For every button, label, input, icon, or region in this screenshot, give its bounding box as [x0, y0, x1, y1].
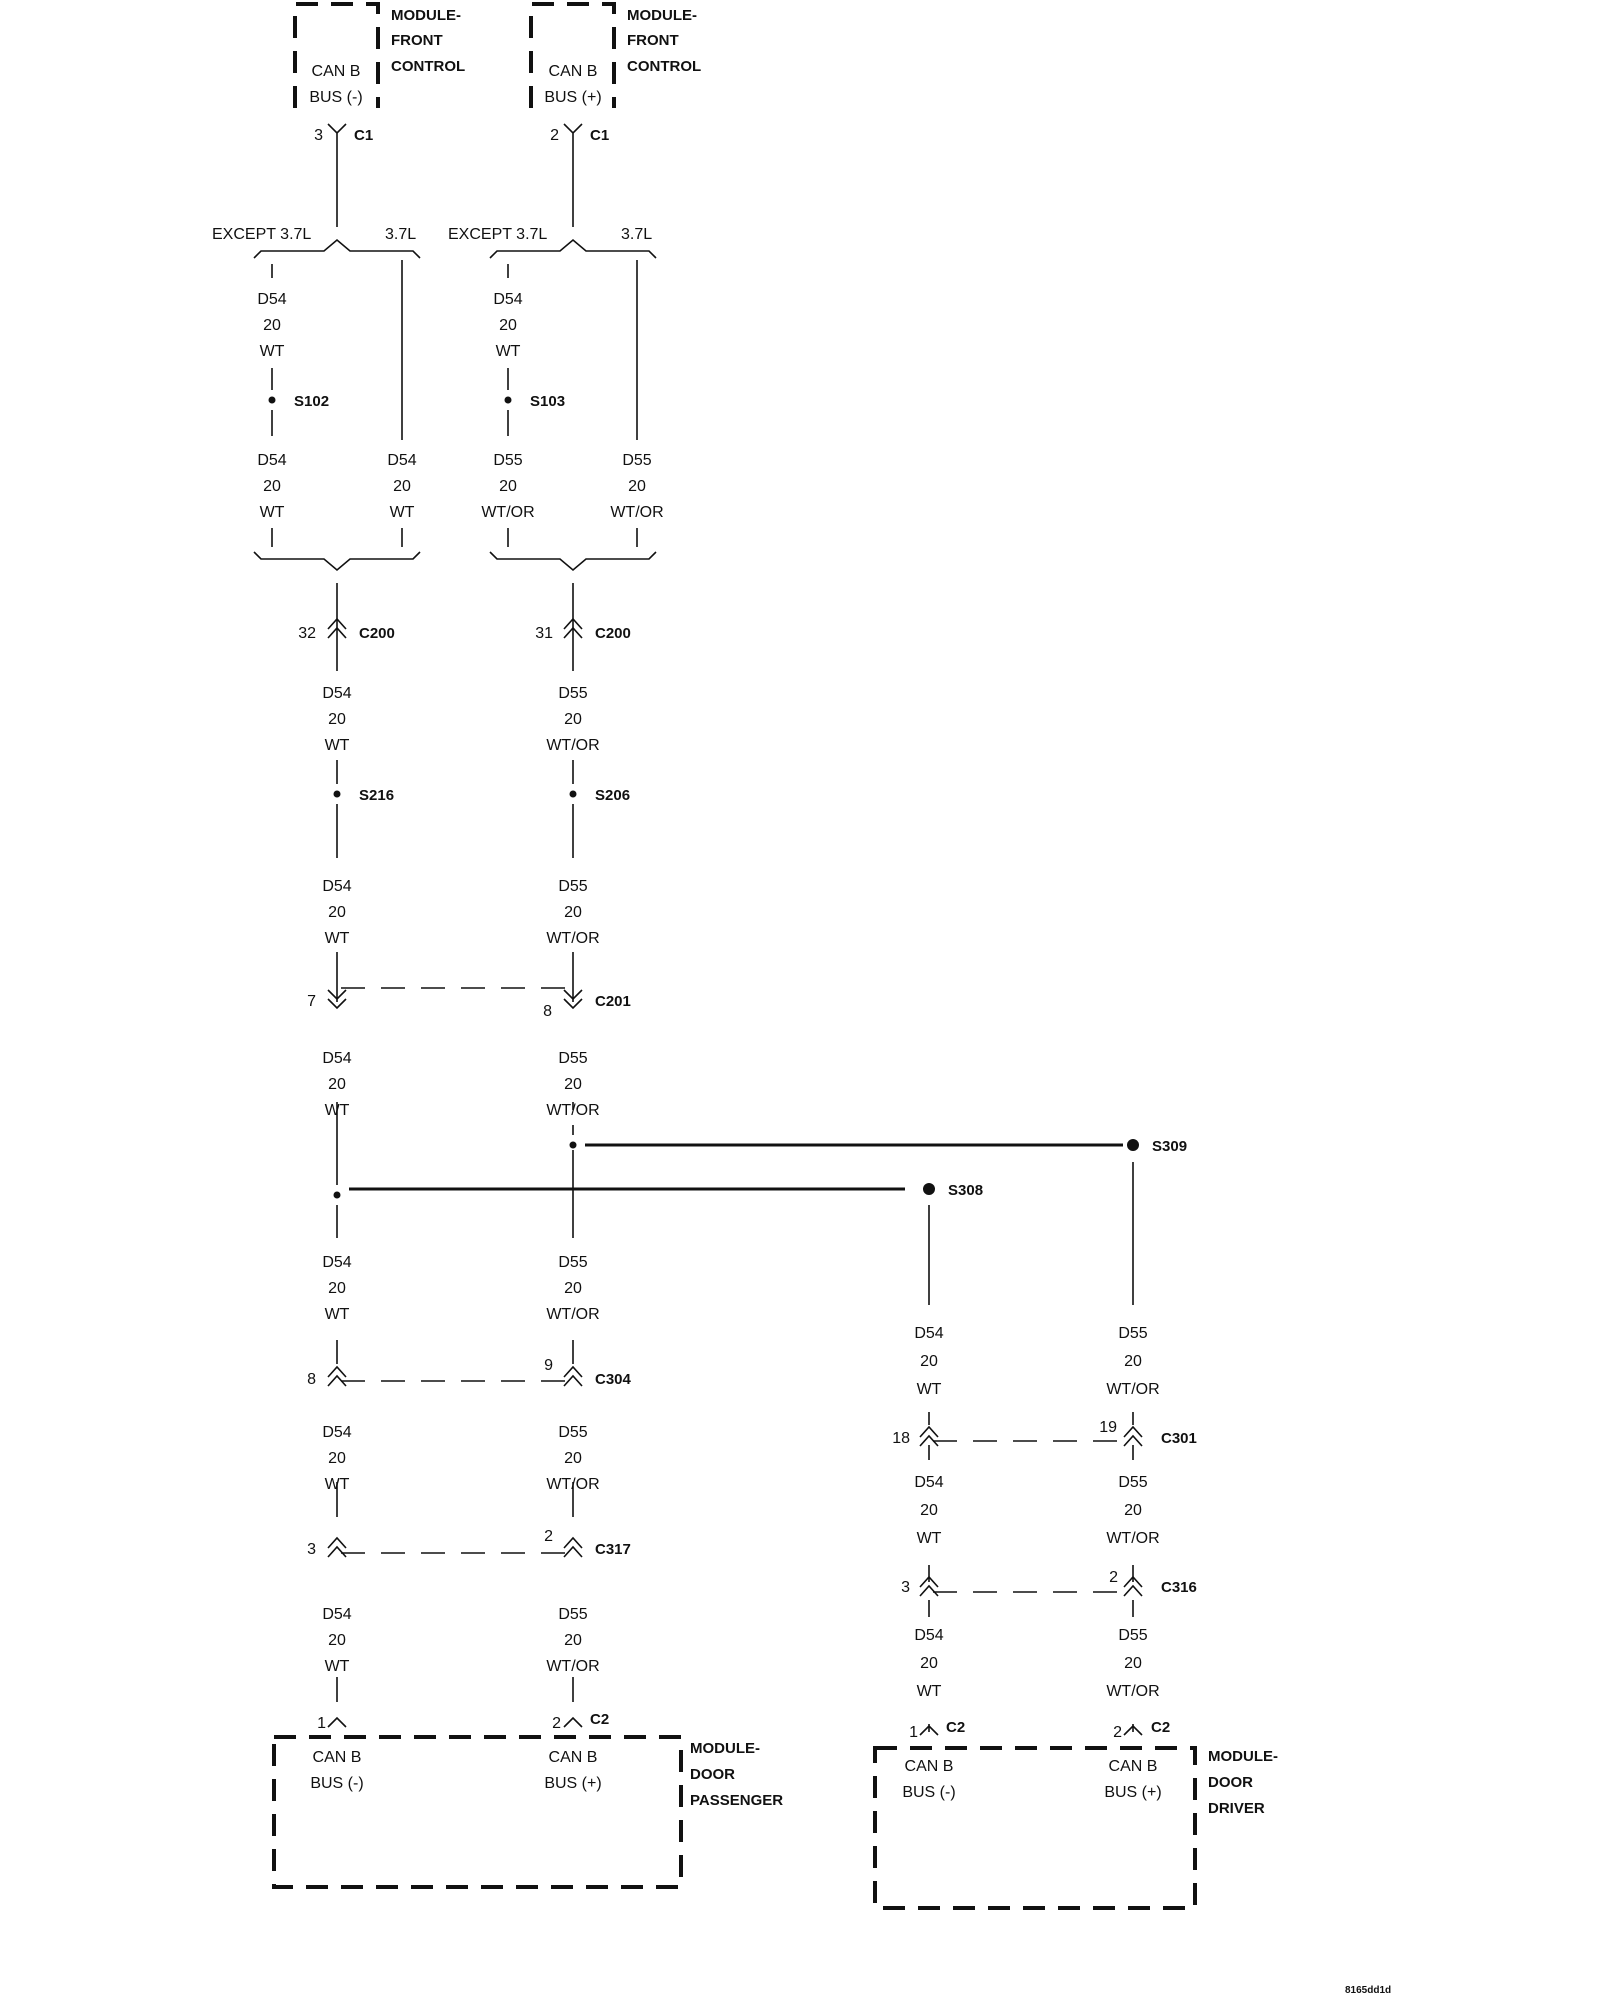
- module-pos-line1: CAN B: [1108, 1758, 1158, 1775]
- module-name-line3: DRIVER: [1208, 1800, 1265, 1817]
- svg-text:D54: D54: [257, 291, 287, 308]
- svg-text:WT/OR: WT/OR: [610, 504, 664, 521]
- module-name-line1: MODULE-: [391, 7, 461, 24]
- svg-text:D54: D54: [322, 1424, 352, 1441]
- module-name-line2: FRONT: [627, 32, 679, 49]
- connector-pin: 8: [307, 1371, 316, 1388]
- connector-name: C304: [595, 1371, 631, 1388]
- svg-text:20: 20: [920, 1655, 938, 1672]
- module-neg-line2: BUS (-): [902, 1784, 956, 1801]
- connector-pin: 8: [543, 1003, 552, 1020]
- svg-text:D54: D54: [493, 291, 523, 308]
- connector-c301-pos: [1099, 1419, 1197, 1447]
- module-signal-line2: BUS (+): [544, 89, 602, 106]
- svg-text:D55: D55: [493, 452, 523, 469]
- connector-pin: 9: [544, 1357, 553, 1374]
- svg-text:20: 20: [499, 317, 517, 334]
- connector-name: C200: [595, 625, 631, 642]
- wire-label: [546, 1050, 599, 1119]
- svg-text:D54: D54: [322, 878, 352, 895]
- svg-text:WT: WT: [916, 1683, 942, 1700]
- svg-text:20: 20: [564, 1076, 582, 1093]
- svg-text:WT/OR: WT/OR: [1106, 1381, 1160, 1398]
- wire-label: [546, 1254, 599, 1323]
- wire-label: [610, 452, 663, 521]
- svg-text:20: 20: [328, 1280, 346, 1297]
- option-label-only: 3.7L: [621, 226, 653, 243]
- connector-pin: 3: [307, 1541, 316, 1558]
- wire-label: [322, 1606, 351, 1675]
- diagram-code: 8165dd1d: [1345, 1985, 1392, 1996]
- module-front-control-neg: [295, 4, 465, 108]
- svg-text:D55: D55: [1118, 1325, 1148, 1342]
- module-neg-line2: BUS (-): [310, 1775, 364, 1792]
- svg-text:WT: WT: [259, 504, 285, 521]
- svg-text:20: 20: [1124, 1502, 1142, 1519]
- connector-name: C317: [595, 1541, 631, 1558]
- connector-pin: 18: [892, 1430, 910, 1447]
- wire-label: [322, 1424, 351, 1493]
- connector-c316-neg: [901, 1577, 938, 1596]
- svg-text:D55: D55: [558, 685, 588, 702]
- wire-label: [322, 1050, 351, 1119]
- module-name-line3: CONTROL: [391, 58, 466, 75]
- wire-label: [322, 878, 351, 947]
- svg-text:WT: WT: [324, 930, 350, 947]
- connector-pin: 3: [901, 1579, 910, 1596]
- connector-pin: 2: [1113, 1724, 1122, 1741]
- wire-label: [257, 452, 286, 521]
- svg-text:D54: D54: [387, 452, 417, 469]
- svg-text:D54: D54: [322, 1254, 352, 1271]
- svg-text:20: 20: [920, 1353, 938, 1370]
- module-name-line2: DOOR: [1208, 1774, 1253, 1791]
- connector-c200-neg: [298, 619, 395, 642]
- connector-c317-neg: [307, 1538, 346, 1558]
- wire-label: [493, 291, 522, 360]
- svg-text:D55: D55: [558, 1254, 588, 1271]
- svg-text:D54: D54: [322, 1606, 352, 1623]
- connector-name: C201: [595, 993, 631, 1010]
- svg-text:20: 20: [564, 711, 582, 728]
- wire-label: [914, 1474, 943, 1547]
- svg-text:WT: WT: [324, 737, 350, 754]
- connector-c304-neg: [307, 1367, 346, 1388]
- connector-c200-pos: [535, 619, 631, 642]
- wire-label: [1106, 1627, 1159, 1700]
- splice-s102: [269, 393, 330, 410]
- splice-label: S103: [530, 393, 566, 410]
- connector-c2-drv-pos: [1113, 1719, 1170, 1741]
- svg-text:20: 20: [263, 317, 281, 334]
- svg-text:20: 20: [328, 1076, 346, 1093]
- connector-c2-pass-neg: [317, 1715, 346, 1732]
- svg-text:WT/OR: WT/OR: [546, 737, 600, 754]
- svg-text:WT/OR: WT/OR: [546, 1658, 600, 1675]
- svg-text:WT/OR: WT/OR: [546, 930, 600, 947]
- svg-text:D54: D54: [322, 1050, 352, 1067]
- connector-name: C301: [1161, 1430, 1197, 1447]
- connector-c201-neg: [307, 990, 346, 1010]
- option-brace-top-neg: [212, 226, 420, 258]
- connector-name: C1: [590, 127, 610, 144]
- svg-text:D55: D55: [1118, 1474, 1148, 1491]
- module-front-control-pos: [531, 4, 701, 108]
- connector-c316-pos: [1109, 1569, 1197, 1596]
- svg-text:WT/OR: WT/OR: [546, 1476, 600, 1493]
- connector-name: C316: [1161, 1579, 1197, 1596]
- option-brace-bottom-neg: [254, 552, 420, 570]
- svg-text:D54: D54: [322, 685, 352, 702]
- svg-text:20: 20: [328, 1632, 346, 1649]
- svg-text:WT: WT: [916, 1530, 942, 1547]
- svg-text:20: 20: [564, 904, 582, 921]
- connector-pin: 31: [535, 625, 553, 642]
- svg-text:20: 20: [328, 1450, 346, 1467]
- wire-label: [1106, 1474, 1159, 1547]
- connector-c1-pos: [550, 124, 609, 227]
- svg-text:20: 20: [564, 1632, 582, 1649]
- module-signal-line1: CAN B: [311, 63, 361, 80]
- module-neg-line1: CAN B: [904, 1758, 954, 1775]
- svg-text:WT/OR: WT/OR: [1106, 1530, 1160, 1547]
- option-label-except: EXCEPT 3.7L: [212, 226, 312, 243]
- svg-text:WT: WT: [324, 1476, 350, 1493]
- connector-pin: 3: [314, 127, 323, 144]
- svg-text:WT: WT: [324, 1658, 350, 1675]
- svg-text:D55: D55: [622, 452, 652, 469]
- svg-text:20: 20: [628, 478, 646, 495]
- svg-text:WT/OR: WT/OR: [481, 504, 535, 521]
- splice-s308: [923, 1182, 983, 1199]
- svg-text:WT/OR: WT/OR: [1106, 1683, 1160, 1700]
- svg-text:D55: D55: [1118, 1627, 1148, 1644]
- connector-name: C2: [946, 1719, 966, 1736]
- svg-text:20: 20: [328, 904, 346, 921]
- splice-label: S206: [595, 787, 631, 804]
- connector-name: C2: [1151, 1719, 1171, 1736]
- splice-s216: [334, 787, 395, 804]
- svg-text:20: 20: [263, 478, 281, 495]
- connector-pin: 7: [307, 993, 316, 1010]
- wire-label: [546, 878, 599, 947]
- svg-text:WT: WT: [495, 343, 521, 360]
- svg-text:WT: WT: [324, 1306, 350, 1323]
- svg-text:D54: D54: [914, 1325, 944, 1342]
- option-brace-bottom-pos: [490, 552, 656, 570]
- connector-name: C200: [359, 625, 395, 642]
- svg-text:D55: D55: [558, 1424, 588, 1441]
- svg-text:WT/OR: WT/OR: [546, 1306, 600, 1323]
- connector-pin: 2: [1109, 1569, 1118, 1586]
- module-signal-line2: BUS (-): [309, 89, 363, 106]
- module-name-line2: DOOR: [690, 1766, 735, 1783]
- option-label-except: EXCEPT 3.7L: [448, 226, 548, 243]
- wire-label: [546, 685, 599, 754]
- svg-text:D55: D55: [558, 1606, 588, 1623]
- wire-label: [257, 291, 286, 360]
- connector-c301-neg: [892, 1427, 938, 1447]
- svg-text:D54: D54: [257, 452, 287, 469]
- connector-pin: 1: [909, 1724, 918, 1741]
- svg-text:WT: WT: [324, 1102, 350, 1119]
- splice-s206: [570, 787, 631, 804]
- module-name-line1: MODULE-: [690, 1740, 760, 1757]
- wire-label: [546, 1424, 599, 1493]
- wire-label: [387, 452, 416, 521]
- svg-text:WT: WT: [389, 504, 415, 521]
- svg-text:20: 20: [564, 1450, 582, 1467]
- connector-c2-pass-pos: [552, 1711, 609, 1732]
- splice-label: S308: [948, 1182, 984, 1199]
- module-name-line3: CONTROL: [627, 58, 702, 75]
- connector-c2-drv-neg: [909, 1719, 965, 1741]
- splice-s309: [1127, 1138, 1187, 1155]
- option-brace-top-pos: [448, 226, 656, 258]
- svg-text:20: 20: [393, 478, 411, 495]
- connector-pin: 2: [552, 1715, 561, 1732]
- connector-c304-pos: [544, 1357, 631, 1388]
- module-name-line1: MODULE-: [1208, 1748, 1278, 1765]
- module-signal-line1: CAN B: [548, 63, 598, 80]
- svg-text:D55: D55: [558, 878, 588, 895]
- module-name-line2: FRONT: [391, 32, 443, 49]
- connector-pin: 32: [298, 625, 316, 642]
- svg-text:20: 20: [1124, 1353, 1142, 1370]
- connector-pin: 2: [550, 127, 559, 144]
- wire-label: [322, 1254, 351, 1323]
- splice-label: S216: [359, 787, 395, 804]
- module-door-passenger: [274, 1737, 783, 1887]
- wire-label: [914, 1325, 943, 1398]
- module-door-driver: [875, 1748, 1278, 1908]
- svg-text:20: 20: [564, 1280, 582, 1297]
- svg-text:D54: D54: [914, 1474, 944, 1491]
- svg-text:WT/OR: WT/OR: [546, 1102, 600, 1119]
- module-pos-line2: BUS (+): [544, 1775, 602, 1792]
- splice-s206-junction: [570, 1142, 577, 1149]
- wire-label: [546, 1606, 599, 1675]
- wire-label: [1106, 1325, 1159, 1398]
- svg-text:D54: D54: [914, 1627, 944, 1644]
- module-neg-line1: CAN B: [312, 1749, 362, 1766]
- connector-pin: 19: [1099, 1419, 1117, 1436]
- connector-name: C1: [354, 127, 374, 144]
- svg-text:WT: WT: [916, 1381, 942, 1398]
- option-label-only: 3.7L: [385, 226, 417, 243]
- svg-text:20: 20: [920, 1502, 938, 1519]
- module-name-line1: MODULE-: [627, 7, 697, 24]
- splice-label: S102: [294, 393, 330, 410]
- wire-label: [481, 452, 534, 521]
- module-pos-line2: BUS (+): [1104, 1784, 1162, 1801]
- svg-text:D55: D55: [558, 1050, 588, 1067]
- module-name-line3: PASSENGER: [690, 1792, 784, 1809]
- splice-s103: [505, 393, 566, 410]
- connector-c1-neg: [314, 124, 373, 227]
- connector-name: C2: [590, 1711, 610, 1728]
- svg-text:20: 20: [499, 478, 517, 495]
- connector-pin: 2: [544, 1528, 553, 1545]
- svg-text:WT: WT: [259, 343, 285, 360]
- svg-text:20: 20: [328, 711, 346, 728]
- wire-label: [322, 685, 351, 754]
- connector-pin: 1: [317, 1715, 326, 1732]
- splice-s216-junction: [334, 1192, 341, 1199]
- connector-c201-pos: [543, 990, 631, 1020]
- module-pos-line1: CAN B: [548, 1749, 598, 1766]
- wire-label: [914, 1627, 943, 1700]
- svg-text:20: 20: [1124, 1655, 1142, 1672]
- splice-label: S309: [1152, 1138, 1188, 1155]
